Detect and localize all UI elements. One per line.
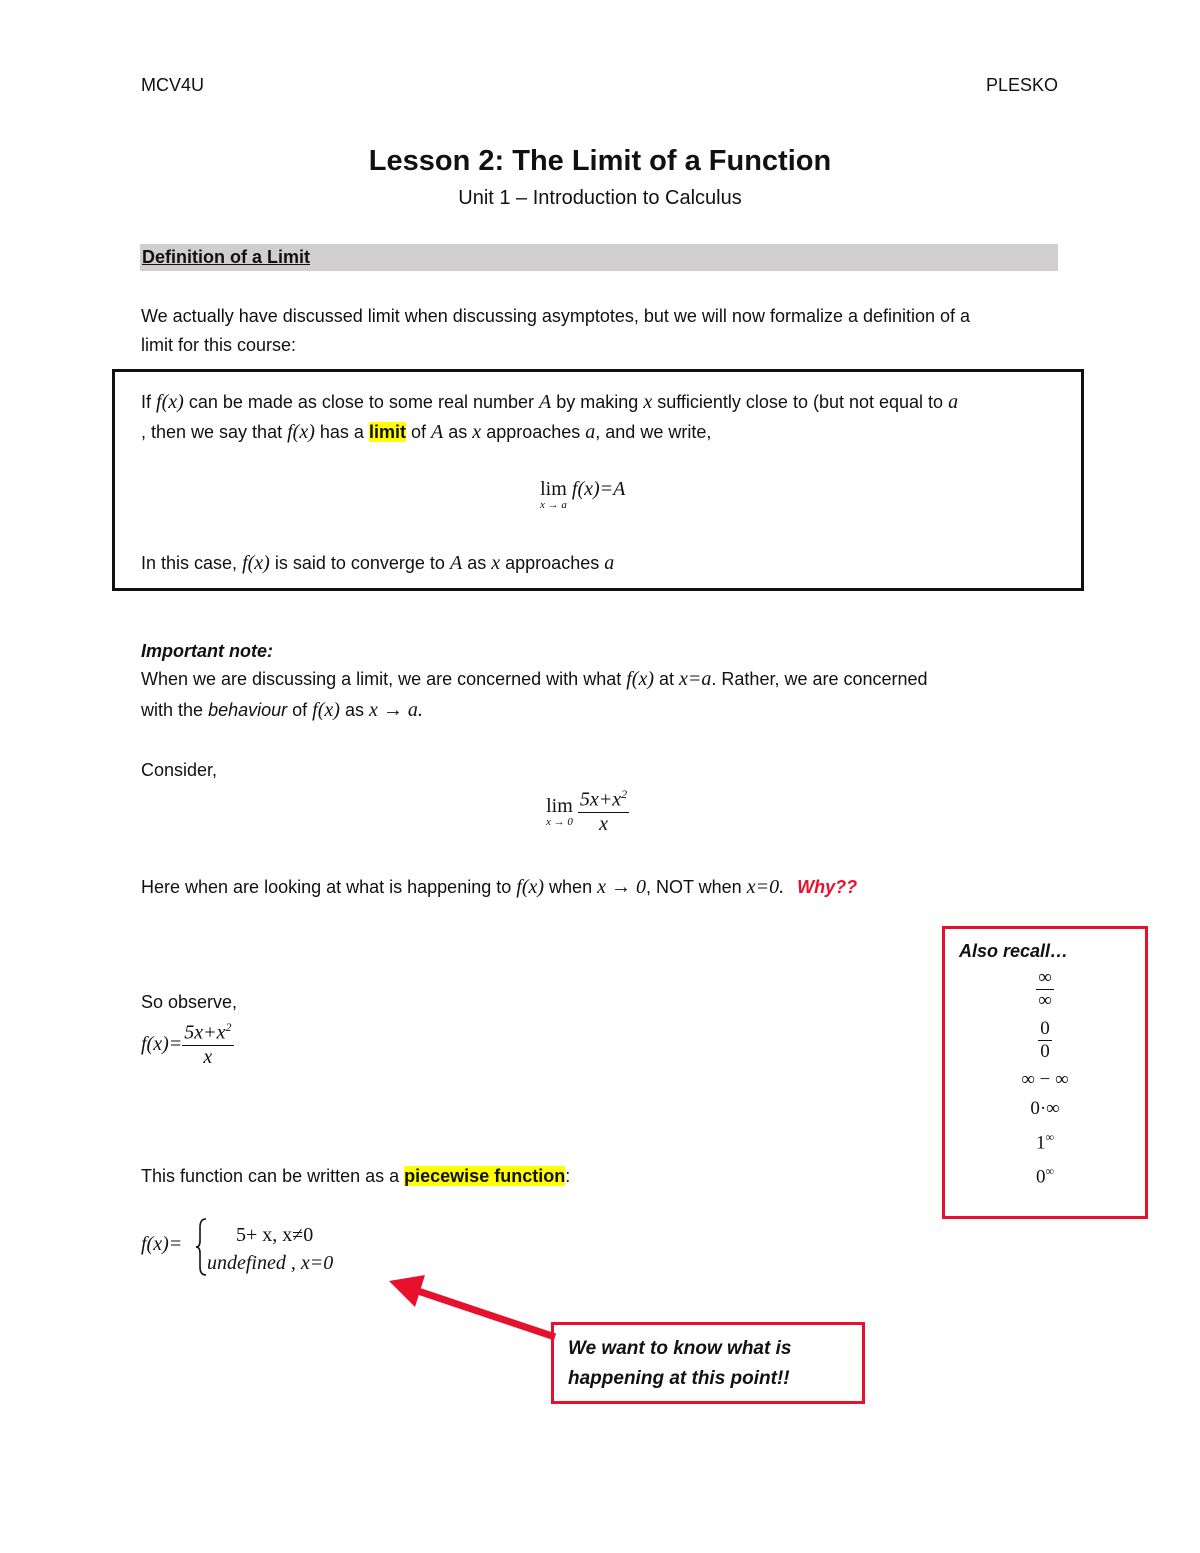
piecewise-case-1: 5+ x, x≠0 <box>236 1224 314 1246</box>
here-text: Here when are looking at what is happening to <box>141 877 512 897</box>
recall-zero-over-zero: $\frac{0}{0}$ <box>1040 1018 1050 1062</box>
piecewise-case-2: undefined , x=0 <box>207 1252 334 1274</box>
note-text: behaviour <box>208 700 288 720</box>
intro-line-2: limit for this course: <box>141 335 297 355</box>
limit-highlight: limit <box>368 422 406 442</box>
def-text: by making <box>556 392 639 412</box>
def-text: , then we say that <box>141 422 283 442</box>
intro-line-1: We actually have discussed limit when discussing asymptotes, but we will now formalize a definition of a <box>141 306 971 326</box>
def-text: , and we write, <box>595 422 712 442</box>
course-code: MCV4U <box>141 75 205 95</box>
observe-label: So observe, <box>141 992 238 1012</box>
here-text: when <box>549 877 593 897</box>
also-recall-box <box>942 926 1148 1219</box>
limit-formula: lim x → a f(x)=A <box>540 478 626 511</box>
callout-box <box>551 1322 865 1404</box>
def-text: is said to converge to <box>274 553 445 573</box>
callout-line-1: We want to know what is <box>568 1338 792 1359</box>
limit-subscript: x → a <box>540 499 567 511</box>
piecewise-highlight: piecewise function <box>404 1166 566 1186</box>
note-text: with the <box>141 700 204 720</box>
def-text: can be made as close to some real number <box>188 392 534 412</box>
consider-limit: lim x → 0 $\frac{5x+x^2}{x}$ <box>546 787 628 835</box>
note-text: as <box>344 700 364 720</box>
also-recall-title: Also recall… <box>959 941 1069 961</box>
important-heading: Important note: <box>141 641 273 661</box>
note-text: of <box>292 700 308 720</box>
callout-line-2: happening at this point!! <box>568 1368 790 1389</box>
piecewise-lhs: f(x)= <box>141 1233 183 1255</box>
section-heading-bar <box>140 244 1058 271</box>
note-text: . Rather, we are concerned <box>711 669 928 689</box>
recall-base: 0 <box>1035 1166 1046 1188</box>
piecewise-line <box>141 1165 570 1187</box>
page-title: Lesson 2: The Limit of a Function <box>368 145 832 177</box>
important-line-2: with the behaviour of f(x) as x → a. <box>141 699 423 721</box>
limit-subscript: x → 0 <box>546 815 573 828</box>
here-text: , NOT when <box>645 877 742 897</box>
piecewise-text: This function can be written as a <box>141 1166 400 1186</box>
definition-line-2: , then we say that f(x) has a limit of A as x approaches a, and we write, <box>141 421 712 443</box>
def-text: of <box>410 422 426 442</box>
def-text: approaches <box>486 422 581 442</box>
piecewise-text: : <box>565 1166 571 1186</box>
recall-inf-over-inf: $\frac{\infty}{\infty}$ <box>1038 967 1052 1011</box>
recall-inf-minus-inf: ∞ − ∞ <box>1021 1069 1069 1090</box>
recall-one-to-inf: 1∞ <box>1035 1130 1055 1154</box>
here-line: Here when are looking at what is happening to f(x) when x → 0, NOT when x=0. Why?? <box>141 876 858 898</box>
consider-label: Consider, <box>141 760 218 780</box>
def-text: approaches <box>505 553 600 573</box>
def-text: sufficiently close to (but not equal to <box>657 392 944 412</box>
note-text: When we are discussing a limit, we are concerned with what <box>141 669 622 689</box>
teacher-name: PLESKO <box>985 75 1058 95</box>
def-text: as <box>467 553 487 573</box>
definition-line-1: If f(x) can be made as close to some real number A by making x sufficiently close to (but not equal to a <box>141 391 959 413</box>
def-text: as <box>448 422 468 442</box>
function-definition: f(x)= $\frac{5x+x^2}{x}$ <box>141 1020 232 1068</box>
def-text: If <box>141 392 152 412</box>
recall-zero-times-inf: 0·∞ <box>1030 1098 1060 1119</box>
page-subtitle: Unit 1 – Introduction to Calculus <box>458 187 742 209</box>
recall-zero-to-zero: 0∞ <box>1035 1164 1055 1188</box>
recall-list <box>945 967 1145 1192</box>
section-heading: Definition of a Limit <box>142 247 310 267</box>
note-text: at <box>659 669 675 689</box>
def-text: has a <box>319 422 364 442</box>
red-arrow-icon <box>385 1275 560 1345</box>
converge-line: In this case, f(x) is said to converge to A as x approaches a <box>141 552 615 574</box>
recall-base: 1 <box>1035 1132 1046 1154</box>
important-line-1: When we are discussing a limit, we are concerned with what f(x) at x=a. Rather, we are concerned <box>141 668 928 690</box>
def-text: In this case, <box>141 553 238 573</box>
why-text: Why?? <box>797 877 858 897</box>
